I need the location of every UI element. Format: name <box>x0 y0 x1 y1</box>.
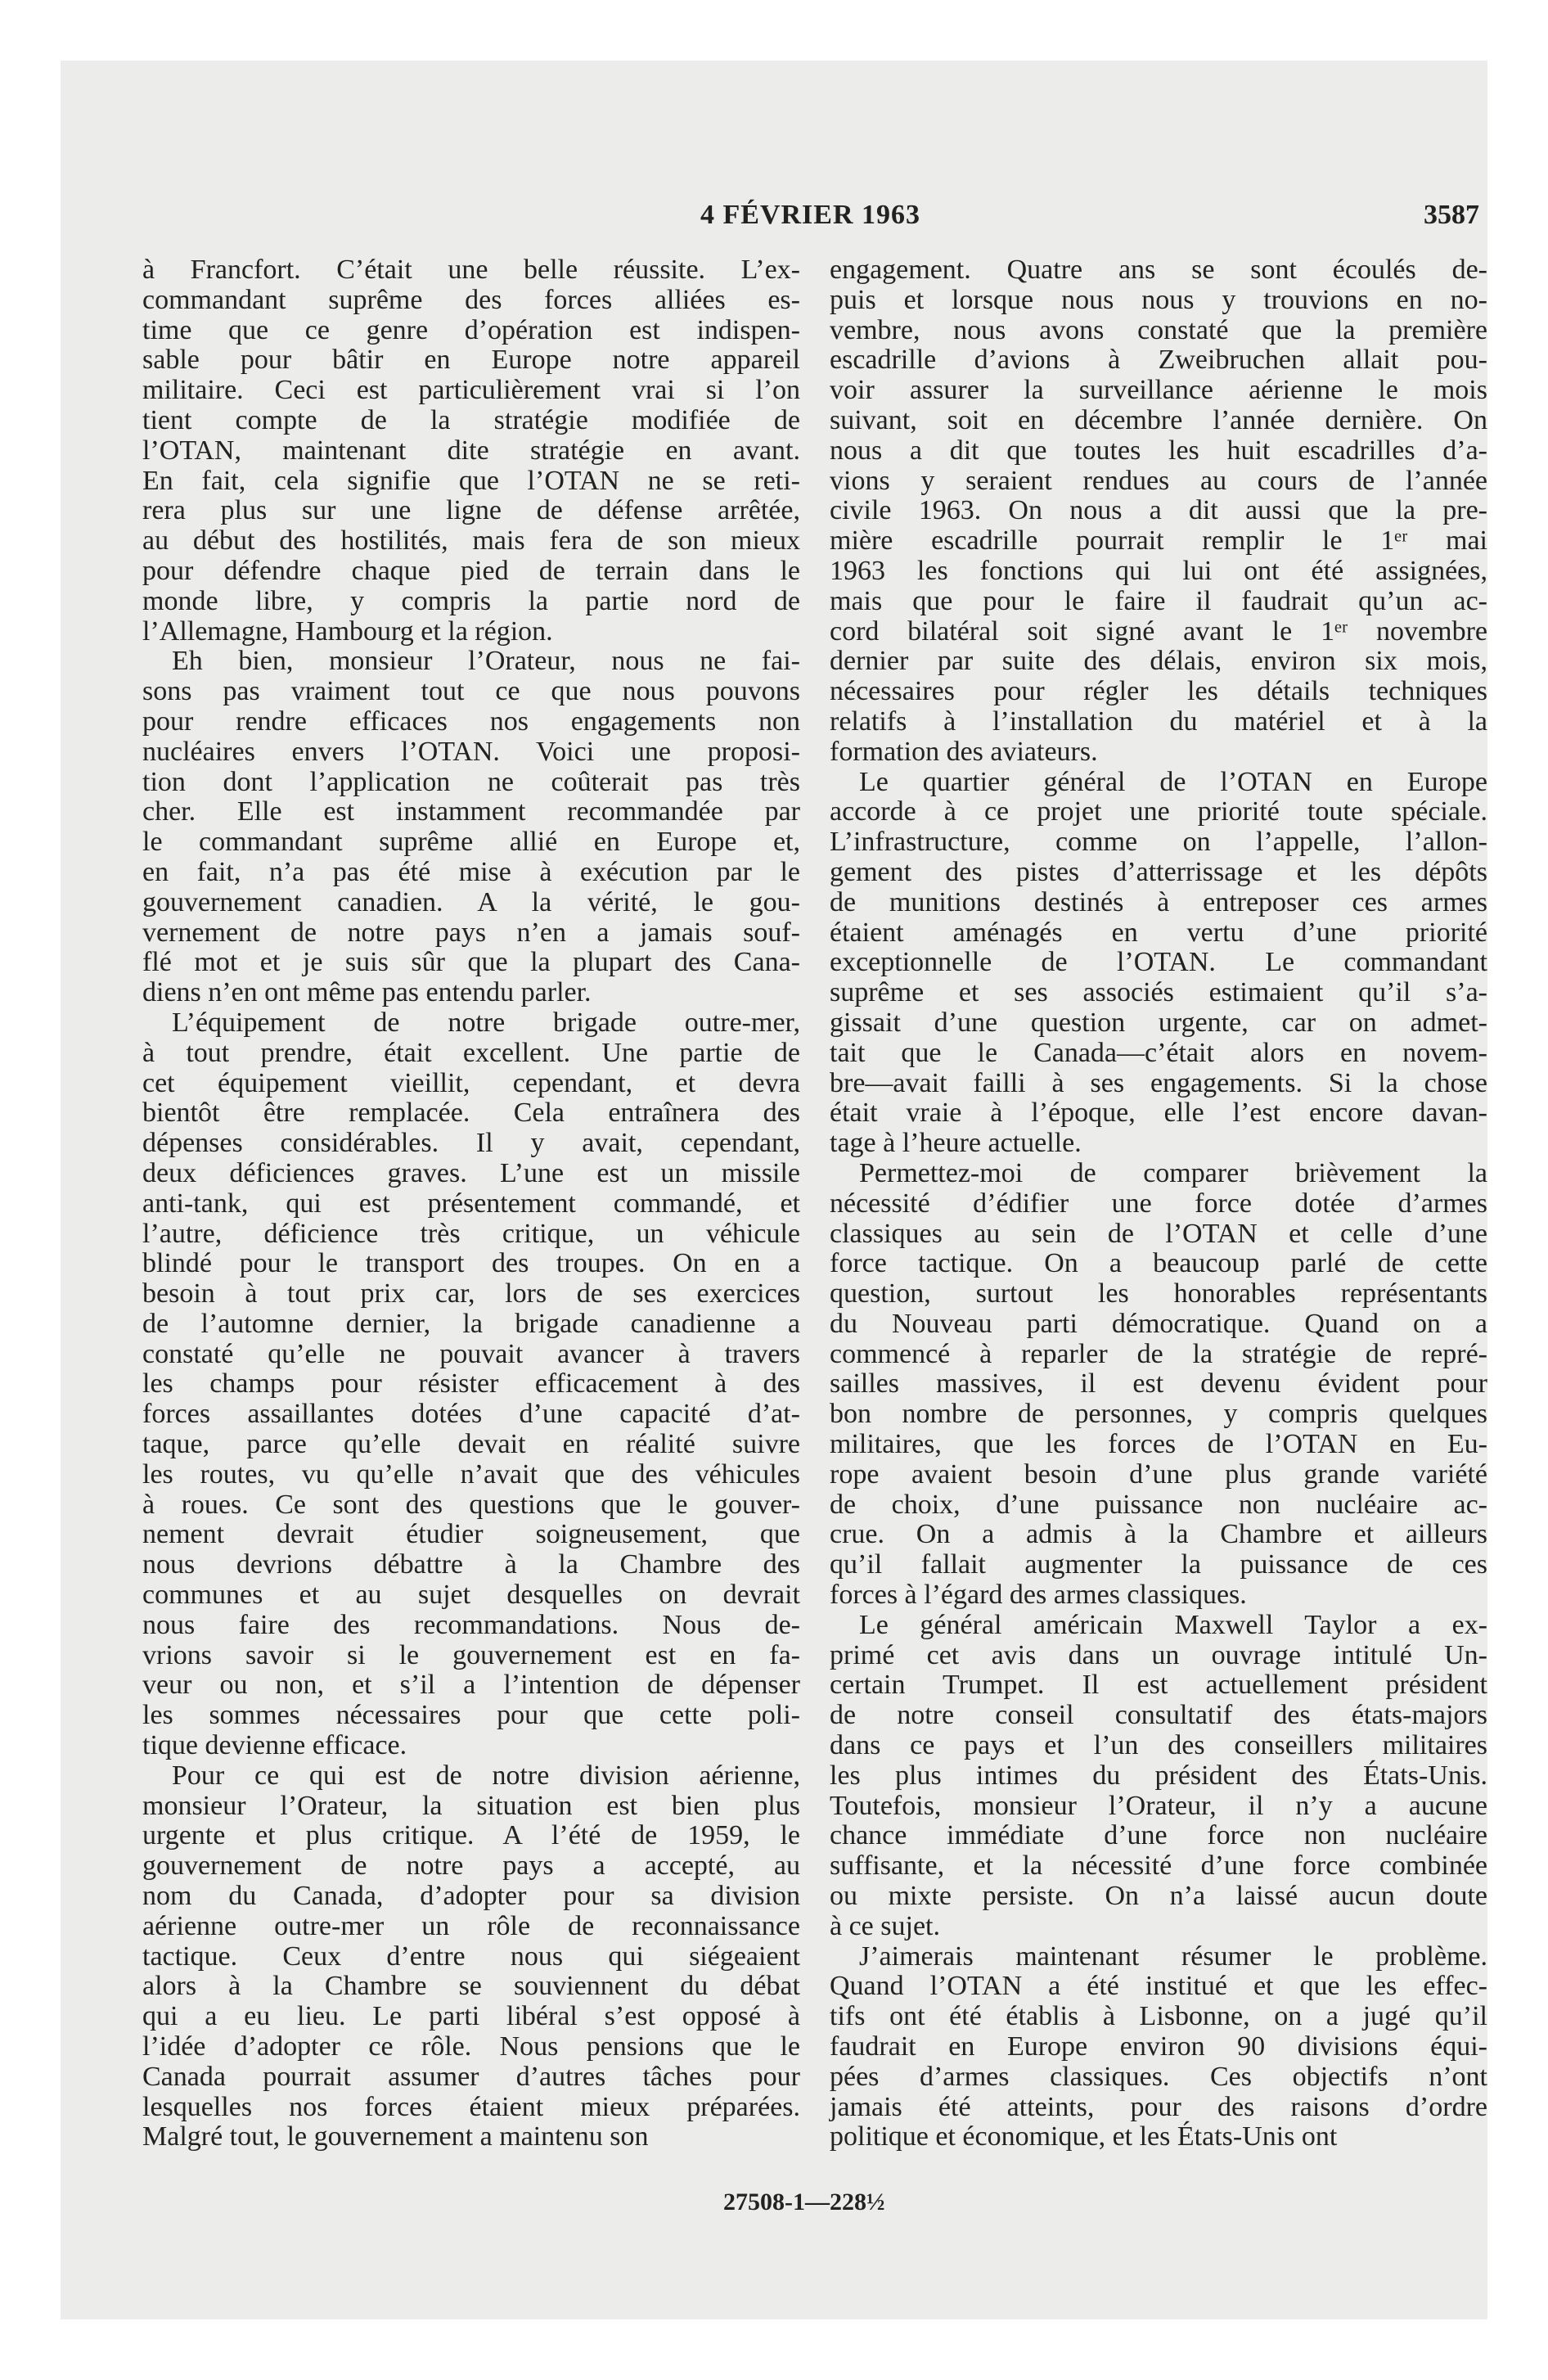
text-line: le commandant suprême allié en Europe et, <box>142 827 800 858</box>
text-line: du Nouveau parti démocratique. Quand on a <box>830 1308 1487 1339</box>
text-line: ou mixte persiste. On n’a laissé aucun doute <box>830 1881 1487 1912</box>
text-line: était vraie à l’époque, elle l’est encore davan- <box>830 1098 1487 1129</box>
text-line: de notre conseil consultatif des états-majors <box>830 1700 1487 1731</box>
text-line: L’infrastructure, comme on l’appelle, l’allon- <box>830 827 1487 858</box>
text-line: l’idée d’adopter ce rôle. Nous pensions que le <box>142 2031 800 2062</box>
text-line: militaire. Ceci est particulièrement vrai si l’on <box>142 375 800 406</box>
paragraph <box>142 1008 800 1761</box>
text-line: crue. On a admis à la Chambre et ailleurs <box>830 1519 1487 1550</box>
text-line: lesquelles nos forces étaient mieux préparées. <box>142 2091 800 2122</box>
left-column <box>142 255 800 2152</box>
text-line: certain Trumpet. Il est actuellement président <box>830 1670 1487 1701</box>
text-line: nucléaires envers l’OTAN. Voici une proposi- <box>142 736 800 767</box>
text-line: urgente et plus critique. A l’été de 1959, le <box>142 1820 800 1851</box>
text-line: communes et au sujet desquelles on devrait <box>142 1580 800 1611</box>
paragraph <box>830 768 1487 1159</box>
text-line: gouvernement de notre pays a accepté, au <box>142 1850 800 1882</box>
text-line: aérienne outre-mer un rôle de reconnaissance <box>142 1910 800 1941</box>
paragraph <box>830 255 1487 768</box>
text-line: accorde à ce projet une priorité toute spéciale. <box>830 796 1487 827</box>
text-line: rope avaient besoin d’une plus grande variété <box>830 1458 1487 1490</box>
text-line: Le quartier général de l’OTAN en Europe <box>859 766 1487 797</box>
text-line: à tout prendre, était excellent. Une partie de <box>142 1037 800 1068</box>
text-line: de l’automne dernier, la brigade canadienne a <box>142 1308 800 1339</box>
text-line: pour rendre efficaces nos engagements non <box>142 705 800 737</box>
text-line: bre—avait failli à ses engagements. Si la chose <box>830 1067 1487 1098</box>
text-line: Pour ce qui est de notre division aérienne, <box>172 1760 800 1791</box>
text-line: tion dont l’application ne coûterait pas très <box>142 766 800 797</box>
text-line: exceptionnelle de l’OTAN. Le commandant <box>830 947 1487 978</box>
text-line: Eh bien, monsieur l’Orateur, nous ne fai- <box>172 646 800 677</box>
text-line: forces à l’égard des armes classiques. <box>830 1580 1247 1611</box>
text-line: l’autre, déficience très critique, un véhicule <box>142 1218 800 1249</box>
text-line: suivant, soit en décembre l’année dernière. On <box>830 404 1487 435</box>
page-date: 4 FÉVRIER 1963 <box>700 200 921 230</box>
page-sheet <box>61 61 1487 2319</box>
text-line: cher. Elle est instamment recommandée par <box>142 796 800 827</box>
text-line: qu’il fallait augmenter la puissance de ces <box>830 1549 1487 1580</box>
text-line: commencé à reparler de la stratégie de repré- <box>830 1338 1487 1369</box>
text-line: civile 1963. On nous a dit aussi que la pre- <box>830 495 1487 526</box>
text-line: les plus intimes du président des États-Unis. <box>830 1760 1487 1791</box>
text-line: bon nombre de personnes, y compris quelques <box>830 1399 1487 1430</box>
text-line: suffisante, et la nécessité d’une force combinée <box>830 1850 1487 1882</box>
text-line: militaires, que les forces de l’OTAN en Eu- <box>830 1429 1487 1460</box>
text-line: chance immédiate d’une force non nucléaire <box>830 1820 1487 1851</box>
text-line: les routes, vu qu’elle n’avait que des véhicules <box>142 1458 800 1490</box>
text-line: tient compte de la stratégie modifiée de <box>142 404 800 435</box>
right-column <box>830 255 1487 2152</box>
text-line: Malgré tout, le gouvernement a maintenu son <box>142 2121 649 2152</box>
text-line: anti-tank, qui est présentement commandé, et <box>142 1188 800 1219</box>
text-line: gouvernement canadien. A la vérité, le gou- <box>142 886 800 917</box>
text-line: suprême et ses associés estimaient qu’il s’a- <box>830 977 1487 1008</box>
text-line: rera plus sur une ligne de défense arrêtée, <box>142 495 800 526</box>
text-line: bientôt être remplacée. Cela entraînera des <box>142 1098 800 1129</box>
text-line: l’Allemagne, Hambourg et la région. <box>142 615 553 647</box>
text-line: en fait, n’a pas été mise à exécution par le <box>142 856 800 887</box>
page-number: 3587 <box>1424 200 1479 230</box>
text-line: tactique. Ceux d’entre nous qui siégeaient <box>142 1941 800 1972</box>
text-line: étaient aménagés en vertu d’une priorité <box>830 917 1487 948</box>
text-line: Permettez-moi de comparer brièvement la <box>859 1157 1487 1188</box>
text-line: dépenses considérables. Il y avait, cependant, <box>142 1128 800 1159</box>
text-line: diens n’en ont même pas entendu parler. <box>142 977 592 1008</box>
text-line: voir assurer la surveillance aérienne le mois <box>830 375 1487 406</box>
text-line: gissait d’une question urgente, car on admet- <box>830 1007 1487 1038</box>
text-line: deux déficiences graves. L’une est un missile <box>142 1157 800 1188</box>
text-line: monsieur l’Orateur, la situation est bien plus <box>142 1790 800 1821</box>
text-line: Quand l’OTAN a été institué et que les effec- <box>830 1971 1487 2002</box>
text-line: nous faire des recommandations. Nous de- <box>142 1609 800 1640</box>
text-line: cet équipement vieillit, cependant, et devra <box>142 1067 800 1098</box>
text-line: à Francfort. C’était une belle réussite. L’ex- <box>142 255 800 285</box>
text-line: faudrait en Europe environ 90 divisions équi- <box>830 2031 1487 2062</box>
text-line: sable pour bâtir en Europe notre appareil <box>142 345 800 376</box>
text-line: primé cet avis dans un ouvrage intitulé Un- <box>830 1639 1487 1670</box>
text-line: nom du Canada, d’adopter pour sa division <box>142 1881 800 1912</box>
text-line: flé mot et je suis sûr que la plupart des Cana- <box>142 947 800 978</box>
text-line: mière escadrille pourrait remplir le 1ᵉʳ mai <box>830 525 1487 557</box>
text-line: cord bilatéral soit signé avant le 1ᵉʳ novembre <box>830 615 1487 647</box>
text-line: gement des pistes d’atterrissage et les dépôts <box>830 856 1487 887</box>
text-line: forces assaillantes dotées d’une capacité d’at- <box>142 1399 800 1430</box>
text-line: commandant suprême des forces alliées es- <box>142 284 800 315</box>
paragraph <box>830 1942 1487 2153</box>
text-line: engagement. Quatre ans se sont écoulés de- <box>830 255 1487 285</box>
text-line: dans ce pays et l’un des conseillers militaires <box>830 1730 1487 1761</box>
text-line: blindé pour le transport des troupes. On en a <box>142 1248 800 1279</box>
text-line: dernier par suite des délais, environ six mois, <box>830 646 1487 677</box>
page-footer-code: 27508-1—228½ <box>723 2188 885 2215</box>
text-line: tique devienne efficace. <box>142 1730 407 1761</box>
text-line: nement devrait étudier soigneusement, que <box>142 1519 800 1550</box>
text-line: mais que pour le faire il faudrait qu’un ac- <box>830 585 1487 616</box>
text-line: tifs ont été établis à Lisbonne, on a jugé qu’il <box>830 2001 1487 2032</box>
text-line: constaté qu’elle ne pouvait avancer à travers <box>142 1338 800 1369</box>
text-line: tage à l’heure actuelle. <box>830 1128 1082 1159</box>
text-line: nécessité d’édifier une force dotée d’armes <box>830 1188 1487 1219</box>
text-line: vernement de notre pays n’en a jamais souf- <box>142 917 800 948</box>
text-line: au début des hostilités, mais fera de son mieux <box>142 525 800 557</box>
text-line: veur ou non, et s’il a l’intention de dépenser <box>142 1670 800 1701</box>
text-line: formation des aviateurs. <box>830 736 1098 767</box>
text-line: nous devrions débattre à la Chambre des <box>142 1549 800 1580</box>
text-line: time que ce genre d’opération est indispen- <box>142 314 800 345</box>
paragraph <box>142 647 800 1008</box>
text-line: Canada pourrait assumer d’autres tâches pour <box>142 2061 800 2092</box>
text-line: nous a dit que toutes les huit escadrilles d’a- <box>830 435 1487 466</box>
text-line: pour défendre chaque pied de terrain dans le <box>142 555 800 586</box>
text-line: escadrille d’avions à Zweibruchen allait pou- <box>830 345 1487 376</box>
text-line: l’OTAN, maintenant dite stratégie en avant. <box>142 435 800 466</box>
text-line: politique et économique, et les États-Unis ont <box>830 2121 1338 2152</box>
text-line: sailles massives, il est devenu évident pour <box>830 1368 1487 1400</box>
text-line: vions y seraient rendues au cours de l’année <box>830 465 1487 496</box>
paragraph <box>830 1611 1487 1942</box>
text-line: tait que le Canada—c’était alors en novem- <box>830 1037 1487 1068</box>
text-line: jamais été atteints, pour des raisons d’ordre <box>830 2091 1487 2122</box>
text-line: pées d’armes classiques. Ces objectifs n’ont <box>830 2061 1487 2092</box>
text-line: de choix, d’une puissance non nucléaire ac- <box>830 1489 1487 1520</box>
text-line: L’équipement de notre brigade outre-mer, <box>172 1007 800 1038</box>
text-line: force tactique. On a beaucoup parlé de cette <box>830 1248 1487 1279</box>
text-line: J’aimerais maintenant résumer le problème. <box>859 1941 1487 1972</box>
text-line: Le général américain Maxwell Taylor a ex- <box>859 1609 1487 1640</box>
text-line: classiques au sein de l’OTAN et celle d’une <box>830 1218 1487 1249</box>
text-line: En fait, cela signifie que l’OTAN ne se reti- <box>142 465 800 496</box>
paragraph <box>142 255 800 647</box>
text-line: besoin à tout prix car, lors de ses exercices <box>142 1278 800 1309</box>
text-line: puis et lorsque nous nous y trouvions en no- <box>830 284 1487 315</box>
text-line: vembre, nous avons constaté que la première <box>830 314 1487 345</box>
text-line: sons pas vraiment tout ce que nous pouvons <box>142 676 800 707</box>
text-line: à ce sujet. <box>830 1910 940 1941</box>
text-line: 1963 les fonctions qui lui ont été assignées, <box>830 555 1487 586</box>
paragraph <box>830 1159 1487 1611</box>
text-line: de munitions destinés à entreposer ces armes <box>830 886 1487 917</box>
text-line: relatifs à l’installation du matériel et à la <box>830 705 1487 737</box>
text-line: vrions savoir si le gouvernement est en fa- <box>142 1639 800 1670</box>
text-line: alors à la Chambre se souviennent du débat <box>142 1971 800 2002</box>
text-line: qui a eu lieu. Le parti libéral s’est opposé à <box>142 2001 800 2032</box>
text-line: question, surtout les honorables représentants <box>830 1278 1487 1309</box>
paragraph <box>142 1761 800 2152</box>
text-line: les sommes nécessaires pour que cette poli- <box>142 1700 800 1731</box>
text-line: taque, parce qu’elle devait en réalité suivre <box>142 1429 800 1460</box>
text-line: nécessaires pour régler les détails techniques <box>830 676 1487 707</box>
text-line: monde libre, y compris la partie nord de <box>142 585 800 616</box>
text-line: Toutefois, monsieur l’Orateur, il n’y a aucune <box>830 1790 1487 1821</box>
text-line: à roues. Ce sont des questions que le gouver- <box>142 1489 800 1520</box>
text-line: les champs pour résister efficacement à des <box>142 1368 800 1400</box>
